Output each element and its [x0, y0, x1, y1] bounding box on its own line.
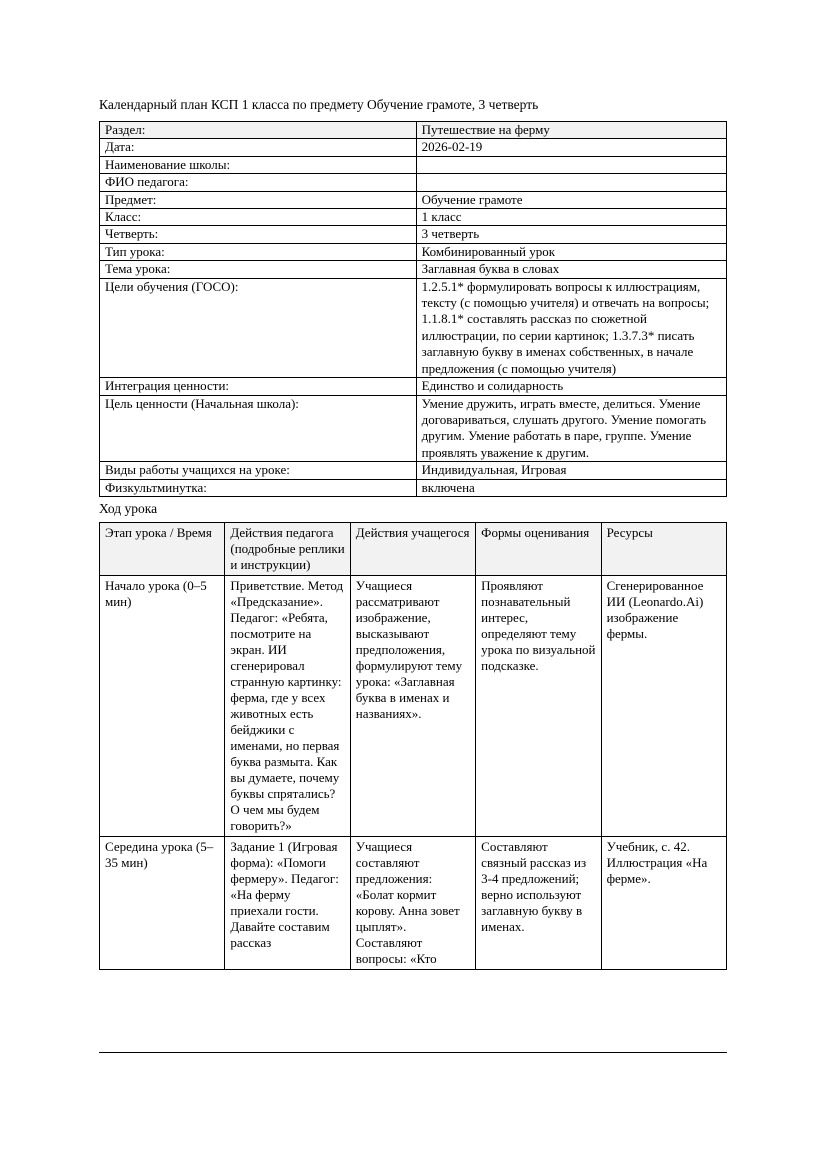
info-row-school — [100, 156, 727, 173]
info-label: Тип урока: — [100, 243, 417, 260]
info-row-learning-objectives — [100, 278, 727, 377]
info-row-date — [100, 139, 727, 156]
assessment-cell: Составляют связный рассказ из 3-4 предложений; верно используют заглавную букву в именах. — [476, 836, 601, 969]
info-label: Предмет: — [100, 191, 417, 208]
info-row-values-goal — [100, 395, 727, 462]
info-value: Умение дружить, играть вместе, делиться. Умение договариваться, слушать другого. Умение помогать другим. Умение работать в паре, группе. Умение проявлять уважение к другим. — [416, 395, 726, 462]
info-row-subject — [100, 191, 727, 208]
teacher-actions-cell: Приветствие. Метод «Предсказание». Педагог: «Ребята, посмотрите на экран. ИИ сгенерировал странную картинку: ферма, где у всех животных есть бейджики с именами, но первая буква размыта. Как вы думаете, почему буквы спрятались? О чем мы будем говорить?» — [225, 575, 350, 836]
info-value: Путешествие на ферму — [416, 122, 726, 139]
info-value: 2026-02-19 — [416, 139, 726, 156]
info-label: Класс: — [100, 209, 417, 226]
info-label: Цель ценности (Начальная школа): — [100, 395, 417, 462]
lesson-info-table — [99, 121, 727, 497]
col-header-assessment: Формы оценивания — [476, 522, 601, 575]
lesson-row-middle — [100, 836, 727, 969]
info-row-work-types — [100, 462, 727, 479]
info-label: ФИО педагога: — [100, 174, 417, 191]
student-actions-cell: Учащиеся составляют предложения: «Болат кормит корову. Анна зовет цыплят». Составляют вопросы: «Кто — [350, 836, 475, 969]
teacher-actions-cell: Задание 1 (Игровая форма): «Помоги фермеру». Педагог: «На ферму приехали гости. Давайте составим рассказ — [225, 836, 350, 969]
lesson-course-heading: Ход урока — [99, 500, 158, 516]
resources-cell: Учебник, с. 42. Иллюстрация «На ферме». — [601, 836, 726, 969]
info-value: 1.2.5.1* формулировать вопросы к иллюстрациям, тексту (с помощью учителя) и отвечать на вопросы; 1.1.8.1* составлять рассказ по сюжетной иллюстрации, по серии картинок; 1.3.7.3* писать заглавную букву в именах собственных, в начале предложения (с помощью учителя) — [416, 278, 726, 377]
lesson-row-start — [100, 575, 727, 836]
info-value: 1 класс — [416, 209, 726, 226]
col-header-stage: Этап урока / Время — [100, 522, 225, 575]
col-header-resources: Ресурсы — [601, 522, 726, 575]
info-row-quarter — [100, 226, 727, 243]
col-header-teacher-actions: Действия педагога (подробные реплики и инструкции) — [225, 522, 350, 575]
lesson-plan-table — [99, 522, 727, 970]
lesson-plan-table-wrap — [99, 522, 727, 1053]
info-row-values-integration — [100, 378, 727, 395]
info-value: включена — [416, 479, 726, 496]
info-value: 3 четверть — [416, 226, 726, 243]
stage-cell: Начало урока (0–5 мин) — [100, 575, 225, 836]
info-value — [416, 156, 726, 173]
info-value: Единство и солидарность — [416, 378, 726, 395]
info-value: Индивидуальная, Игровая — [416, 462, 726, 479]
info-row-phys-minute — [100, 479, 727, 496]
info-value — [416, 174, 726, 191]
info-row-lesson-type — [100, 243, 727, 260]
resources-cell: Сгенерированное ИИ (Leonardo.Ai) изображение фермы. — [601, 575, 726, 836]
info-row-lesson-topic — [100, 261, 727, 278]
document-title: Календарный план КСП 1 класса по предмету Обучение грамоте, 3 четверть — [99, 97, 539, 112]
info-value: Комбинированный урок — [416, 243, 726, 260]
info-label: Наименование школы: — [100, 156, 417, 173]
info-label: Виды работы учащихся на уроке: — [100, 462, 417, 479]
info-label: Физкультминутка: — [100, 479, 417, 496]
info-label: Цели обучения (ГОСО): — [100, 278, 417, 377]
info-value: Обучение грамоте — [416, 191, 726, 208]
stage-cell: Середина урока (5–35 мин) — [100, 836, 225, 969]
info-row-section — [100, 122, 727, 139]
info-value: Заглавная буква в словах — [416, 261, 726, 278]
info-label: Четверть: — [100, 226, 417, 243]
info-label: Раздел: — [100, 122, 417, 139]
lesson-table-header-row — [100, 522, 727, 575]
assessment-cell: Проявляют познавательный интерес, определяют тему урока по визуальной подсказке. — [476, 575, 601, 836]
info-row-teacher-name — [100, 174, 727, 191]
info-row-class — [100, 209, 727, 226]
info-label: Тема урока: — [100, 261, 417, 278]
info-label: Интеграция ценности: — [100, 378, 417, 395]
col-header-student-actions: Действия учащегося — [350, 522, 475, 575]
info-label: Дата: — [100, 139, 417, 156]
student-actions-cell: Учащиеся рассматривают изображение, высказывают предположения, формулируют тему урока: «Заглавная буква в именах и названиях». — [350, 575, 475, 836]
